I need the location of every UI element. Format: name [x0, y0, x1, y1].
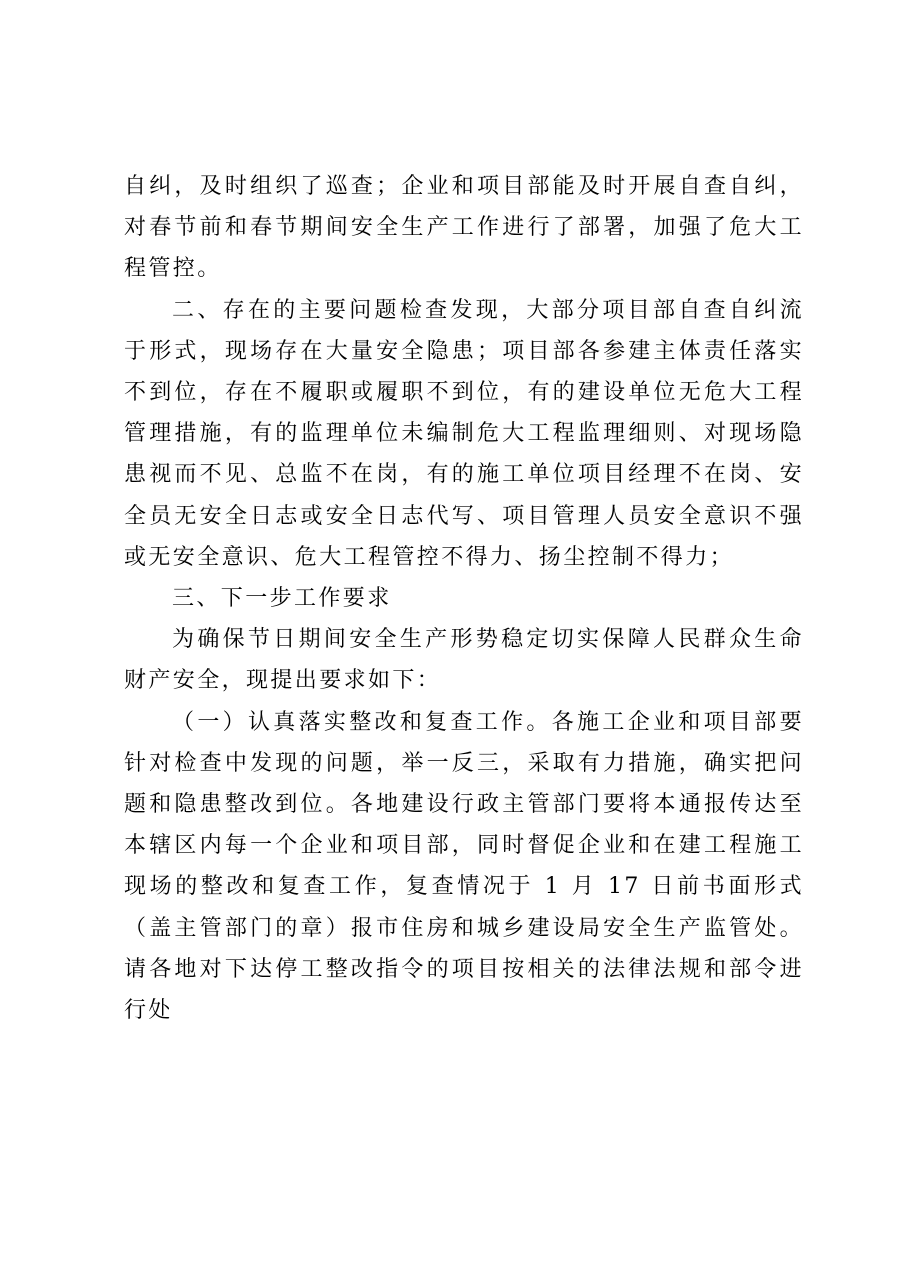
paragraph-continuation: 自纠，及时组织了巡查；企业和项目部能及时开展自查自纠，对春节前和春节期间安全生产工作进行了部署，加强了危大工程管控。 — [124, 174, 804, 282]
paragraph-intro-requirements: 为确保节日期间安全生产形势稳定切实保障人民群众生命财产安全，现提出要求如下： — [124, 627, 804, 694]
document-body — [124, 166, 804, 1031]
paragraph-requirement-1: （一）认真落实整改和复查工作。各施工企业和项目部要针对检查中发现的问题，举一反三，采取有力措施，确实把问题和隐患整改到位。各地建设行政主管部门要将本通报传达至本辖区内每一个企业和项目部，同时督促企业和在建工程施工现场的整改和复查工作，复查情况于 1 月 17 日前书面形式（盖主管部门的章）报市住房和城乡建设局安全生产监管处。请各地对下达停工整改指令的项目按相关的法律法规和部令进行处 — [124, 709, 804, 1024]
paragraph-main-issues: 二、存在的主要问题检查发现，大部分项目部自查自纠流于形式，现场存在大量安全隐患；项目部各参建主体责任落实不到位，存在不履职或履职不到位，有的建设单位无危大工程管理措施，有的监理单位未编制危大工程监理细则、对现场隐患视而不见、总监不在岗，有的施工单位项目经理不在岗、安全员无安全日志或安全日志代写、项目管理人员安全意识不强或无安全意识、危大工程管控不得力、扬尘控制不得力； — [124, 297, 804, 570]
section-heading-next-steps: 三、下一步工作要求 — [172, 586, 392, 612]
